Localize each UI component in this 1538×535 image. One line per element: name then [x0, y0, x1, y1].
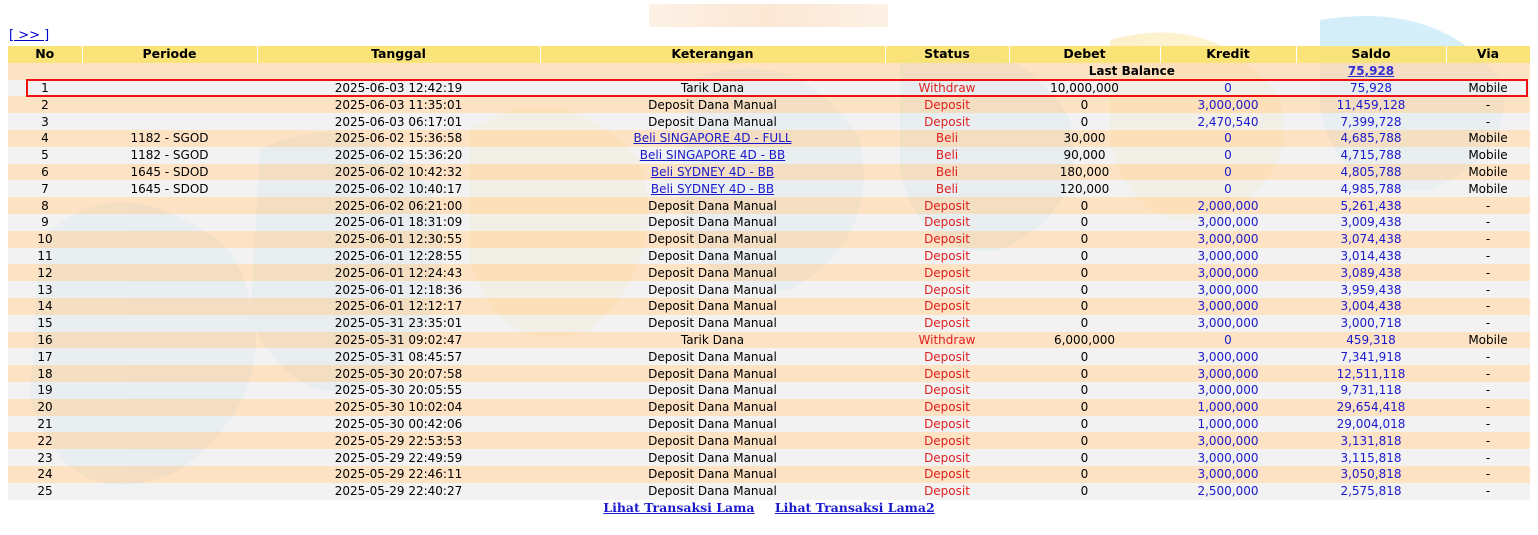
- cell-debet: 0: [1009, 432, 1160, 449]
- cell-debet: 0: [1009, 348, 1160, 365]
- col-header-no: No: [8, 46, 82, 63]
- cell-periode: [82, 382, 257, 399]
- last-balance-label: [8, 63, 1296, 80]
- cell-status: Deposit: [885, 483, 1009, 500]
- cell-saldo: 3,074,438: [1296, 231, 1446, 248]
- last-balance-value[interactable]: 75,928: [1296, 63, 1446, 80]
- table-row: [8, 416, 1530, 433]
- cell-debet: 0: [1009, 214, 1160, 231]
- cell-via: -: [1446, 264, 1530, 281]
- cell-tanggal: 2025-05-30 20:07:58: [257, 365, 540, 382]
- cell-kredit: 3,000,000: [1160, 382, 1296, 399]
- cell-status: Deposit: [885, 348, 1009, 365]
- cell-debet: 90,000: [1009, 147, 1160, 164]
- cell-kredit: 0: [1160, 80, 1296, 97]
- cell-saldo: 2,575,818: [1296, 483, 1446, 500]
- cell-saldo: 3,050,818: [1296, 466, 1446, 483]
- cell-status: Deposit: [885, 315, 1009, 332]
- cell-periode: [82, 449, 257, 466]
- cell-status: Deposit: [885, 248, 1009, 265]
- cell-kredit: 2,470,540: [1160, 113, 1296, 130]
- cell-tanggal: 2025-06-03 12:42:19: [257, 80, 540, 97]
- col-header-status: Status: [885, 46, 1009, 63]
- cell-keterangan: Deposit Dana Manual: [540, 315, 885, 332]
- table-row: [8, 164, 1530, 181]
- cell-kredit: 3,000,000: [1160, 248, 1296, 265]
- cell-periode: [82, 432, 257, 449]
- cell-debet: 180,000: [1009, 164, 1160, 181]
- cell-status: Deposit: [885, 416, 1009, 433]
- table-row: [8, 432, 1530, 449]
- cell-saldo: 12,511,118: [1296, 365, 1446, 382]
- cell-tanggal: 2025-06-01 12:28:55: [257, 248, 540, 265]
- cell-debet: 0: [1009, 466, 1160, 483]
- col-header-saldo: Saldo: [1296, 46, 1446, 63]
- cell-via: Mobile: [1446, 332, 1530, 349]
- cell-tanggal: 2025-06-03 06:17:01: [257, 113, 540, 130]
- cell-keterangan: Deposit Dana Manual: [540, 416, 885, 433]
- cell-saldo: 4,685,788: [1296, 130, 1446, 147]
- cell-kredit: 3,000,000: [1160, 432, 1296, 449]
- table-row: [8, 197, 1530, 214]
- cell-debet: 0: [1009, 248, 1160, 265]
- cell-kredit: 0: [1160, 332, 1296, 349]
- cell-kredit: 1,000,000: [1160, 399, 1296, 416]
- cell-debet: 0: [1009, 483, 1160, 500]
- table-row: [8, 130, 1530, 147]
- cell-saldo: 11,459,128: [1296, 96, 1446, 113]
- cell-periode: 1182 - SGOD: [82, 130, 257, 147]
- cell-via: Mobile: [1446, 80, 1530, 97]
- table-row: [8, 382, 1530, 399]
- cell-no: 22: [8, 432, 82, 449]
- cell-kredit: 0: [1160, 130, 1296, 147]
- cell-debet: 0: [1009, 315, 1160, 332]
- cell-debet: 30,000: [1009, 130, 1160, 147]
- cell-saldo: 3,009,438: [1296, 214, 1446, 231]
- cell-tanggal: 2025-06-01 12:18:36: [257, 281, 540, 298]
- cell-kredit: 3,000,000: [1160, 231, 1296, 248]
- cell-saldo: 3,115,818: [1296, 449, 1446, 466]
- table-row: [8, 96, 1530, 113]
- col-header-via: Via: [1446, 46, 1530, 63]
- cell-kredit: 3,000,000: [1160, 281, 1296, 298]
- cell-via: -: [1446, 315, 1530, 332]
- cell-status: Deposit: [885, 466, 1009, 483]
- cell-debet: 0: [1009, 113, 1160, 130]
- cell-keterangan: Deposit Dana Manual: [540, 96, 885, 113]
- cell-keterangan: Deposit Dana Manual: [540, 248, 885, 265]
- col-header-keterangan: Keterangan: [540, 46, 885, 63]
- cell-tanggal: 2025-05-29 22:46:11: [257, 466, 540, 483]
- cell-debet: 6,000,000: [1009, 332, 1160, 349]
- transaction-detail-link[interactable]: Beli SYDNEY 4D - BB: [650, 164, 775, 179]
- cell-debet: 0: [1009, 416, 1160, 433]
- cell-periode: [82, 332, 257, 349]
- old-transactions-link-2[interactable]: Lihat Transaksi Lama2: [774, 500, 935, 515]
- col-header-tanggal: Tanggal: [257, 46, 540, 63]
- cell-keterangan: [540, 164, 885, 181]
- cell-tanggal: 2025-05-31 09:02:47: [257, 332, 540, 349]
- cell-keterangan: Deposit Dana Manual: [540, 214, 885, 231]
- cell-no: 17: [8, 348, 82, 365]
- cell-status: Deposit: [885, 214, 1009, 231]
- cell-saldo: 7,399,728: [1296, 113, 1446, 130]
- cell-no: 18: [8, 365, 82, 382]
- cell-kredit: 3,000,000: [1160, 264, 1296, 281]
- cell-no: 7: [8, 180, 82, 197]
- table-row: [8, 147, 1530, 164]
- cell-via: -: [1446, 432, 1530, 449]
- cell-tanggal: 2025-06-01 18:31:09: [257, 214, 540, 231]
- cell-status: Deposit: [885, 113, 1009, 130]
- cell-tanggal: 2025-06-01 12:24:43: [257, 264, 540, 281]
- cell-tanggal: 2025-05-31 08:45:57: [257, 348, 540, 365]
- cell-saldo: 3,000,718: [1296, 315, 1446, 332]
- cell-via: -: [1446, 382, 1530, 399]
- cell-status: Deposit: [885, 382, 1009, 399]
- cell-periode: [82, 113, 257, 130]
- cell-debet: 0: [1009, 96, 1160, 113]
- cell-status: Withdraw: [885, 332, 1009, 349]
- table-row: [8, 180, 1530, 197]
- cell-saldo: 29,004,018: [1296, 416, 1446, 433]
- cell-via: -: [1446, 416, 1530, 433]
- cell-no: 13: [8, 281, 82, 298]
- cell-via: -: [1446, 214, 1530, 231]
- transaction-detail-link[interactable]: Beli SYDNEY 4D - BB: [650, 181, 775, 196]
- col-header-periode: Periode: [82, 46, 257, 63]
- cell-periode: [82, 281, 257, 298]
- cell-keterangan: Deposit Dana Manual: [540, 365, 885, 382]
- table-row: [8, 449, 1530, 466]
- cell-kredit: 3,000,000: [1160, 315, 1296, 332]
- cell-tanggal: 2025-05-30 00:42:06: [257, 416, 540, 433]
- cell-periode: [82, 231, 257, 248]
- cell-saldo: 3,014,438: [1296, 248, 1446, 265]
- col-header-kredit: Kredit: [1160, 46, 1296, 63]
- cell-no: 11: [8, 248, 82, 265]
- cell-saldo: 75,928: [1296, 80, 1446, 97]
- cell-tanggal: 2025-05-29 22:40:27: [257, 483, 540, 500]
- transaction-table: [8, 46, 1531, 500]
- cell-tanggal: 2025-06-02 10:42:32: [257, 164, 540, 181]
- cell-periode: [82, 96, 257, 113]
- cell-kredit: 3,000,000: [1160, 298, 1296, 315]
- last-balance-label-text: Last Balance: [1088, 64, 1175, 79]
- cell-via: -: [1446, 466, 1530, 483]
- cell-keterangan: [540, 147, 885, 164]
- cell-no: 4: [8, 130, 82, 147]
- cell-periode: [82, 348, 257, 365]
- cell-tanggal: 2025-06-03 11:35:01: [257, 96, 540, 113]
- cell-no: 9: [8, 214, 82, 231]
- cell-status: Deposit: [885, 365, 1009, 382]
- cell-no: 21: [8, 416, 82, 433]
- cell-kredit: 0: [1160, 164, 1296, 181]
- cell-keterangan: Deposit Dana Manual: [540, 113, 885, 130]
- cell-status: Beli: [885, 130, 1009, 147]
- table-row: [8, 214, 1530, 231]
- cell-via: -: [1446, 231, 1530, 248]
- cell-saldo: 3,089,438: [1296, 264, 1446, 281]
- cell-kredit: 3,000,000: [1160, 466, 1296, 483]
- cell-via: -: [1446, 281, 1530, 298]
- cell-keterangan: Deposit Dana Manual: [540, 483, 885, 500]
- cell-kredit: 3,000,000: [1160, 449, 1296, 466]
- highlight-box: [26, 79, 1528, 97]
- cell-no: 24: [8, 466, 82, 483]
- table-row: [8, 483, 1530, 500]
- cell-status: Deposit: [885, 399, 1009, 416]
- cell-kredit: 3,000,000: [1160, 96, 1296, 113]
- cell-keterangan: Deposit Dana Manual: [540, 466, 885, 483]
- cell-periode: [82, 214, 257, 231]
- cell-keterangan: Deposit Dana Manual: [540, 432, 885, 449]
- cell-kredit: 3,000,000: [1160, 214, 1296, 231]
- cell-via: -: [1446, 113, 1530, 130]
- footer-links: [0, 500, 1538, 515]
- cell-no: 16: [8, 332, 82, 349]
- cell-via: -: [1446, 248, 1530, 265]
- cell-via: -: [1446, 197, 1530, 214]
- cell-kredit: 2,500,000: [1160, 483, 1296, 500]
- cell-status: Deposit: [885, 264, 1009, 281]
- cell-saldo: 5,261,438: [1296, 197, 1446, 214]
- cell-periode: [82, 416, 257, 433]
- cell-via: -: [1446, 449, 1530, 466]
- cell-debet: 0: [1009, 231, 1160, 248]
- cell-no: 19: [8, 382, 82, 399]
- cell-saldo: 3,131,818: [1296, 432, 1446, 449]
- table-header-row: [8, 46, 1530, 63]
- cell-no: 15: [8, 315, 82, 332]
- cell-keterangan: Deposit Dana Manual: [540, 348, 885, 365]
- cell-debet: 0: [1009, 365, 1160, 382]
- cell-debet: 120,000: [1009, 180, 1160, 197]
- cell-tanggal: 2025-06-02 15:36:20: [257, 147, 540, 164]
- cell-kredit: 2,000,000: [1160, 197, 1296, 214]
- cell-tanggal: 2025-06-01 12:30:55: [257, 231, 540, 248]
- cell-via: Mobile: [1446, 130, 1530, 147]
- table-row: [8, 231, 1530, 248]
- cell-saldo: 4,805,788: [1296, 164, 1446, 181]
- cell-kredit: 3,000,000: [1160, 348, 1296, 365]
- cell-status: Deposit: [885, 96, 1009, 113]
- cell-via: -: [1446, 298, 1530, 315]
- cell-tanggal: 2025-05-29 22:49:59: [257, 449, 540, 466]
- old-transactions-link[interactable]: Lihat Transaksi Lama: [603, 500, 755, 515]
- cell-keterangan: Deposit Dana Manual: [540, 382, 885, 399]
- cell-via: Mobile: [1446, 180, 1530, 197]
- cell-no: 8: [8, 197, 82, 214]
- cell-debet: 10,000,000: [1009, 80, 1160, 97]
- cell-no: 5: [8, 147, 82, 164]
- cell-status: Deposit: [885, 231, 1009, 248]
- cell-no: 2: [8, 96, 82, 113]
- cell-saldo: 7,341,918: [1296, 348, 1446, 365]
- cell-keterangan: [540, 130, 885, 147]
- cell-via: -: [1446, 483, 1530, 500]
- cell-periode: 1645 - SDOD: [82, 180, 257, 197]
- cell-status: Deposit: [885, 197, 1009, 214]
- cell-status: Deposit: [885, 432, 1009, 449]
- top-banner: [649, 4, 888, 27]
- cell-no: 10: [8, 231, 82, 248]
- cell-status: Beli: [885, 180, 1009, 197]
- transaction-detail-link[interactable]: Beli SINGAPORE 4D - FULL: [633, 131, 792, 146]
- table-row: [8, 248, 1530, 265]
- next-page-link[interactable]: [ >> ]: [9, 28, 50, 43]
- cell-keterangan: Deposit Dana Manual: [540, 449, 885, 466]
- cell-no: 1: [8, 80, 82, 97]
- table-row: [8, 315, 1530, 332]
- cell-status: Deposit: [885, 281, 1009, 298]
- cell-debet: 0: [1009, 281, 1160, 298]
- cell-kredit: 1,000,000: [1160, 416, 1296, 433]
- cell-debet: 0: [1009, 197, 1160, 214]
- cell-keterangan: Deposit Dana Manual: [540, 264, 885, 281]
- cell-via: -: [1446, 96, 1530, 113]
- cell-debet: 0: [1009, 264, 1160, 281]
- cell-status: Deposit: [885, 298, 1009, 315]
- cell-no: 23: [8, 449, 82, 466]
- cell-no: 6: [8, 164, 82, 181]
- cell-tanggal: 2025-06-01 12:12:17: [257, 298, 540, 315]
- cell-via: -: [1446, 365, 1530, 382]
- cell-keterangan: Deposit Dana Manual: [540, 399, 885, 416]
- table-row: [8, 113, 1530, 130]
- cell-saldo: 9,731,118: [1296, 382, 1446, 399]
- cell-kredit: 0: [1160, 147, 1296, 164]
- cell-status: Withdraw: [885, 80, 1009, 97]
- cell-via: Mobile: [1446, 147, 1530, 164]
- cell-via: -: [1446, 348, 1530, 365]
- cell-periode: [82, 466, 257, 483]
- cell-periode: 1645 - SDOD: [82, 164, 257, 181]
- cell-periode: [82, 365, 257, 382]
- last-balance-row: [8, 63, 1530, 80]
- cell-periode: [82, 264, 257, 281]
- cell-debet: 0: [1009, 382, 1160, 399]
- cell-no: 12: [8, 264, 82, 281]
- table-row: [8, 348, 1530, 365]
- cell-no: 25: [8, 483, 82, 500]
- cell-periode: [82, 483, 257, 500]
- cell-debet: 0: [1009, 449, 1160, 466]
- cell-kredit: 3,000,000: [1160, 365, 1296, 382]
- cell-tanggal: 2025-06-02 15:36:58: [257, 130, 540, 147]
- cell-keterangan: Tarik Dana: [540, 332, 885, 349]
- cell-tanggal: 2025-05-30 10:02:04: [257, 399, 540, 416]
- cell-keterangan: Tarik Dana: [540, 80, 885, 97]
- cell-periode: [82, 298, 257, 315]
- cell-keterangan: [540, 180, 885, 197]
- cell-keterangan: Deposit Dana Manual: [540, 281, 885, 298]
- cell-no: 14: [8, 298, 82, 315]
- cell-keterangan: Deposit Dana Manual: [540, 298, 885, 315]
- cell-saldo: 3,004,438: [1296, 298, 1446, 315]
- cell-periode: 1182 - SGOD: [82, 147, 257, 164]
- cell-saldo: 3,959,438: [1296, 281, 1446, 298]
- cell-tanggal: 2025-06-02 06:21:00: [257, 197, 540, 214]
- cell-keterangan: Deposit Dana Manual: [540, 197, 885, 214]
- table-row: [8, 264, 1530, 281]
- cell-debet: 0: [1009, 399, 1160, 416]
- table-row: [8, 281, 1530, 298]
- last-balance-empty: [1446, 63, 1530, 80]
- cell-debet: 0: [1009, 298, 1160, 315]
- table-row: [8, 332, 1530, 349]
- col-header-debet: Debet: [1009, 46, 1160, 63]
- transaction-detail-link[interactable]: Beli SINGAPORE 4D - BB: [639, 148, 786, 163]
- cell-status: Beli: [885, 164, 1009, 181]
- cell-status: Beli: [885, 147, 1009, 164]
- cell-keterangan: Deposit Dana Manual: [540, 231, 885, 248]
- table-row: [8, 466, 1530, 483]
- cell-tanggal: 2025-05-31 23:35:01: [257, 315, 540, 332]
- cell-saldo: 29,654,418: [1296, 399, 1446, 416]
- cell-via: Mobile: [1446, 164, 1530, 181]
- cell-tanggal: 2025-06-02 10:40:17: [257, 180, 540, 197]
- cell-no: 3: [8, 113, 82, 130]
- cell-via: -: [1446, 399, 1530, 416]
- cell-status: Deposit: [885, 449, 1009, 466]
- cell-tanggal: 2025-05-29 22:53:53: [257, 432, 540, 449]
- cell-periode: [82, 399, 257, 416]
- cell-periode: [82, 248, 257, 265]
- cell-periode: [82, 197, 257, 214]
- cell-saldo: 4,715,788: [1296, 147, 1446, 164]
- table-row: [8, 298, 1530, 315]
- table-row: [8, 365, 1530, 382]
- table-row: [8, 399, 1530, 416]
- cell-saldo: 4,985,788: [1296, 180, 1446, 197]
- cell-tanggal: 2025-05-30 20:05:55: [257, 382, 540, 399]
- cell-no: 20: [8, 399, 82, 416]
- cell-saldo: 459,318: [1296, 332, 1446, 349]
- cell-periode: [82, 315, 257, 332]
- cell-kredit: 0: [1160, 180, 1296, 197]
